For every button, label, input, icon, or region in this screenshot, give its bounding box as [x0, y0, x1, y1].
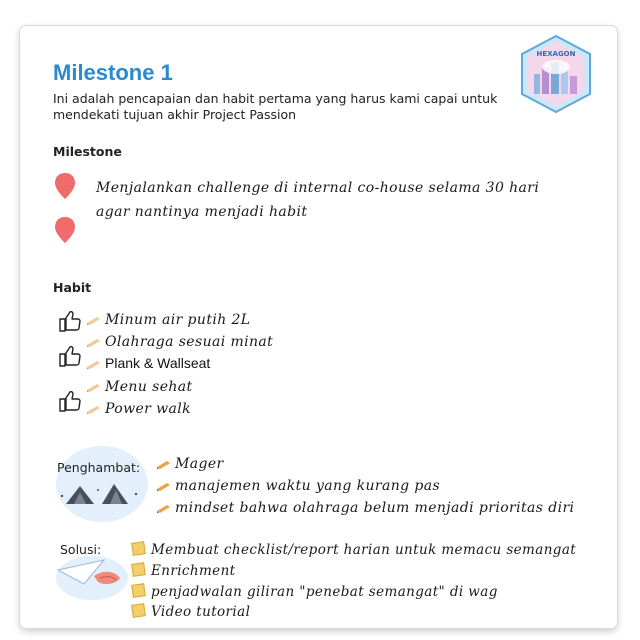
note-icon: [131, 562, 146, 577]
obstacle-item: [156, 456, 224, 472]
thumbs-up-icon: [58, 345, 82, 367]
solutions-label: Solusi:: [60, 542, 102, 557]
note-icon: [131, 583, 146, 598]
thumbs-up-icon: [58, 390, 82, 412]
habit-label: Habit: [53, 280, 92, 295]
svg-text:HEXAGON: HEXAGON: [536, 50, 576, 58]
habit-item-text: Plank & Wallseat: [105, 355, 211, 371]
habit-item-text: Olahraga sesuai minat: [105, 334, 274, 350]
solution-item: [132, 604, 250, 620]
milestone-label: Milestone: [53, 144, 122, 159]
milestone-line: agar nantinya menjadi habit: [96, 204, 308, 220]
page-title: Milestone 1: [53, 60, 173, 85]
obstacle-item-text: manajemen waktu yang kurang pas: [175, 478, 441, 494]
pencil-icon: [86, 359, 102, 369]
obstacle-item-text: Mager: [175, 456, 224, 472]
obstacle-item: [156, 500, 574, 516]
solution-item: [132, 584, 498, 600]
pencil-icon: [156, 503, 172, 513]
habit-item-text: Minum air putih 2L: [105, 312, 251, 328]
pencil-icon: [86, 382, 102, 392]
solution-item-text: Video tutorial: [151, 604, 251, 620]
location-pin-icon: [54, 172, 76, 200]
pencil-icon: [86, 315, 102, 325]
pencil-icon: [156, 459, 172, 469]
pencil-icon: [86, 337, 102, 347]
habit-item: [86, 334, 273, 350]
obstacles-label: Penghambat:: [57, 460, 141, 475]
habit-item: [86, 379, 193, 395]
obstacle-item: [156, 478, 440, 494]
solution-item: [132, 542, 576, 558]
pencil-icon: [156, 481, 172, 491]
solution-item-text: Enrichment: [151, 563, 236, 579]
habit-item-text: Power walk: [105, 401, 191, 417]
location-pin-icon: [54, 216, 76, 244]
note-icon: [131, 603, 146, 618]
mountain-obstacle-illustration: [54, 444, 150, 524]
page-subtitle: Ini adalah pencapaian dan habit pertama yang harus kami capai untuk mendekati tujuan akhir Project Passion: [53, 91, 498, 122]
milestone-line: Menjalankan challenge di internal co-house selama 30 hari: [96, 180, 540, 196]
solution-item: [132, 563, 236, 579]
habit-item: [86, 355, 210, 371]
habit-item: [86, 312, 251, 328]
solution-item-text: Membuat checklist/report harian untuk memacu semangat: [151, 542, 577, 558]
note-icon: [131, 541, 146, 556]
thumbs-up-icon: [58, 310, 82, 332]
habit-item-text: Menu sehat: [105, 379, 193, 395]
hexagon-badge-logo: [520, 34, 592, 114]
pencil-icon: [86, 404, 102, 414]
habit-item: [86, 401, 191, 417]
obstacle-item-text: mindset bahwa olahraga belum menjadi prioritas diri: [175, 500, 575, 516]
solution-item-text: penjadwalan giliran "penebat semangat" di wag: [151, 584, 498, 600]
